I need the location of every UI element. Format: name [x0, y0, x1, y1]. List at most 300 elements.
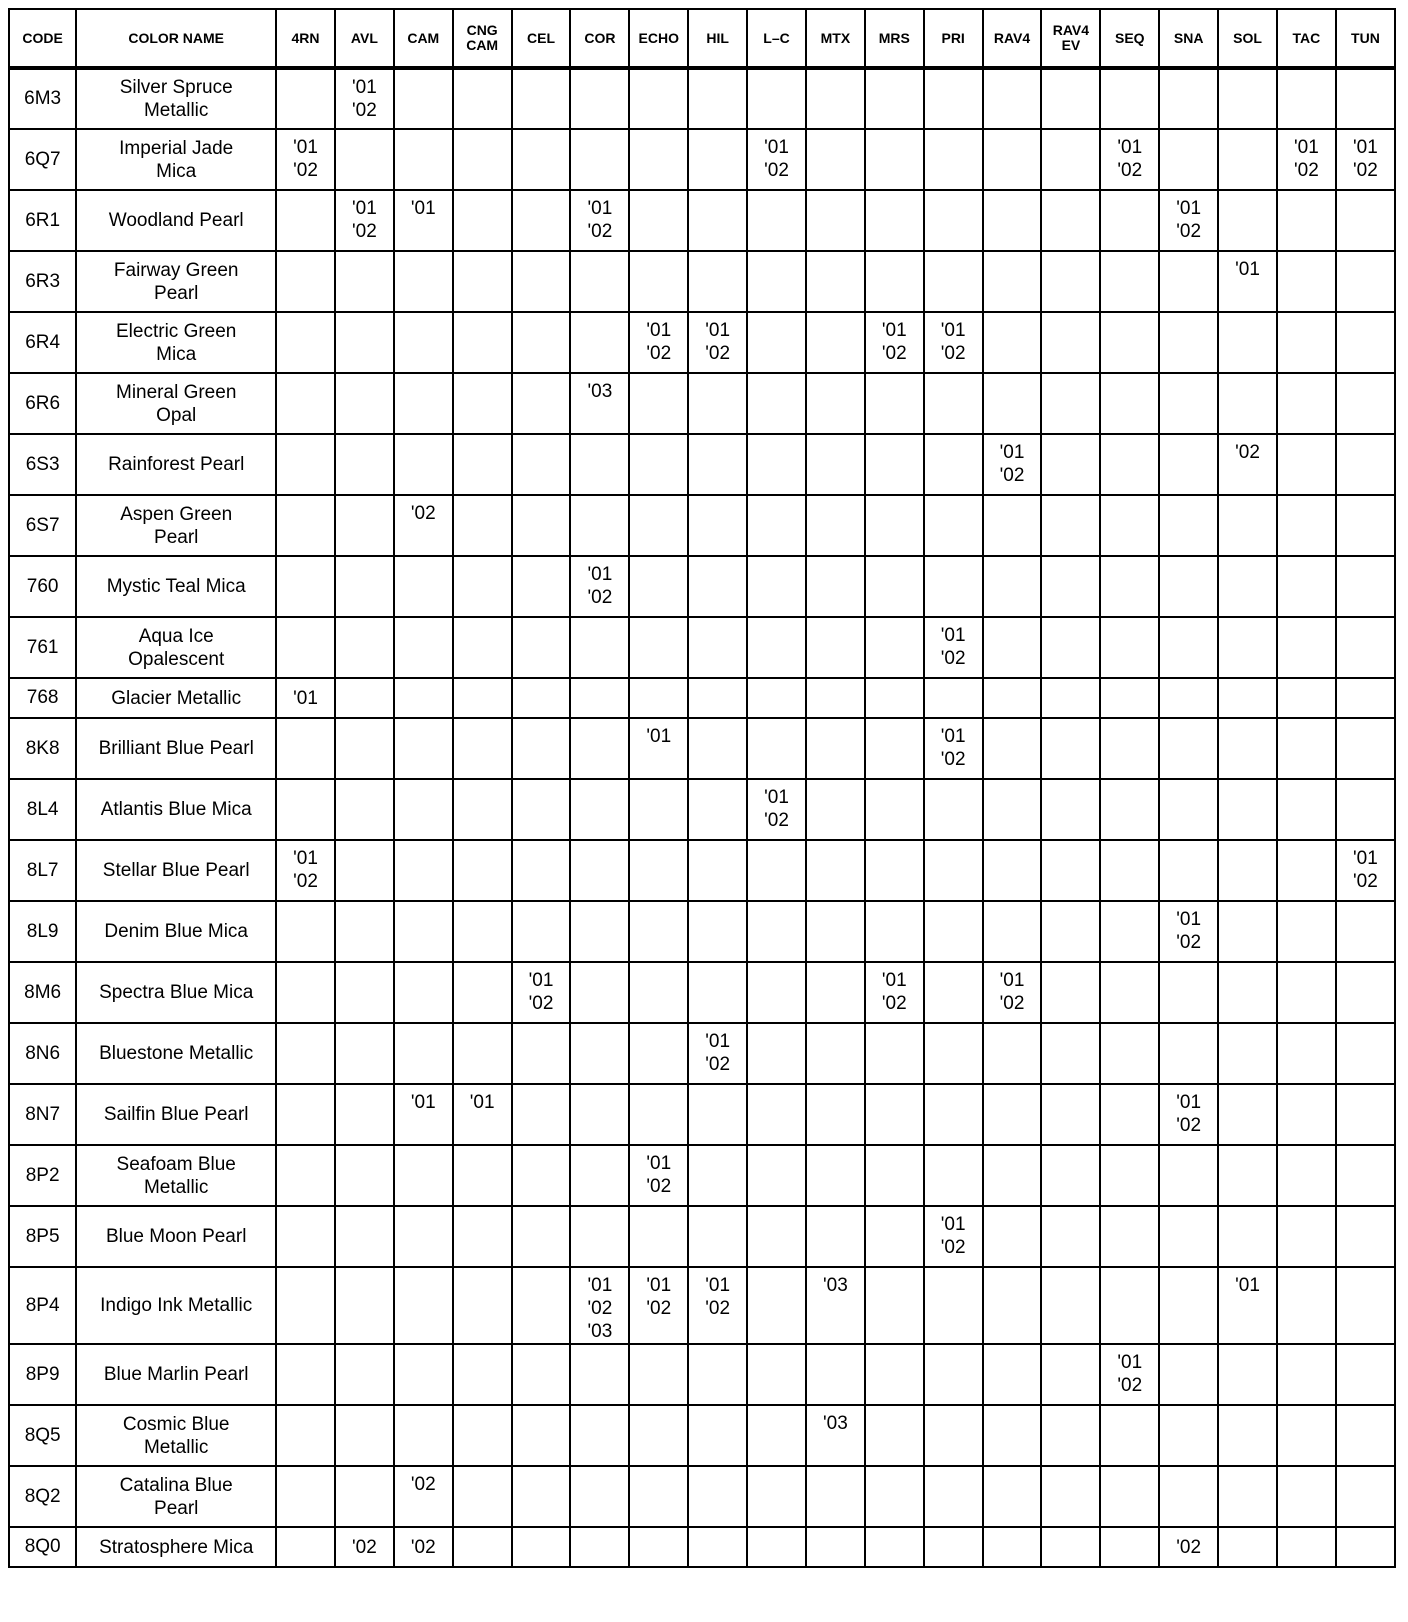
model-year-cell — [1159, 434, 1218, 495]
model-year-cell — [983, 840, 1042, 901]
table-row — [9, 373, 1395, 434]
model-year-cell — [335, 617, 394, 678]
color-name-cell: Bluestone Metallic — [76, 1023, 276, 1084]
column-header-model: SNA — [1159, 9, 1218, 68]
model-year-cell — [747, 434, 806, 495]
model-year-cell — [983, 1466, 1042, 1527]
model-year-cell — [453, 373, 512, 434]
model-year-cell — [983, 251, 1042, 312]
model-year-cell — [1218, 1466, 1277, 1527]
column-header-model: CAM — [394, 9, 453, 68]
model-year-cell — [983, 495, 1042, 556]
color-code-cell: 6S3 — [9, 434, 76, 495]
model-year-cell — [512, 129, 571, 190]
model-year-cell — [1041, 962, 1100, 1023]
model-year-cell — [865, 1405, 924, 1466]
model-year-cell — [629, 495, 688, 556]
model-year-cell — [1100, 1405, 1159, 1466]
model-year-cell — [1041, 1206, 1100, 1267]
model-year-cell — [1336, 1405, 1395, 1466]
model-year-cell — [335, 1023, 394, 1084]
column-header-model: RAV4 EV — [1041, 9, 1100, 68]
model-year-cell — [983, 1145, 1042, 1206]
model-year-cell — [924, 779, 983, 840]
model-year-cell — [1277, 68, 1336, 129]
model-year-cell — [1277, 312, 1336, 373]
model-year-cell — [1277, 1405, 1336, 1466]
model-year-cell — [1277, 434, 1336, 495]
model-year-cell — [453, 1206, 512, 1267]
model-year-cell — [1100, 1267, 1159, 1344]
model-year-cell — [453, 556, 512, 617]
model-year-cell — [1277, 718, 1336, 779]
column-header-model: MTX — [806, 9, 865, 68]
model-year-cell — [512, 1466, 571, 1527]
model-year-cell — [335, 718, 394, 779]
model-year-cell: '01 '02 — [570, 190, 629, 251]
color-name-cell: Aqua Ice Opalescent — [76, 617, 276, 678]
model-year-cell — [1159, 1405, 1218, 1466]
model-year-cell: '01 — [453, 1084, 512, 1145]
model-year-cell — [1218, 68, 1277, 129]
color-name-cell: Denim Blue Mica — [76, 901, 276, 962]
model-year-cell — [276, 901, 335, 962]
model-year-cell — [983, 617, 1042, 678]
model-year-cell — [394, 1405, 453, 1466]
model-year-cell — [1277, 1023, 1336, 1084]
model-year-cell: '03 — [806, 1267, 865, 1344]
model-year-cell — [629, 617, 688, 678]
table-row — [9, 901, 1395, 962]
model-year-cell — [570, 678, 629, 718]
model-year-cell — [865, 678, 924, 718]
model-year-cell — [570, 251, 629, 312]
model-year-cell — [688, 840, 747, 901]
color-name-cell: Brilliant Blue Pearl — [76, 718, 276, 779]
model-year-cell — [1218, 1023, 1277, 1084]
color-code-cell: 8P9 — [9, 1344, 76, 1405]
model-year-cell — [453, 1023, 512, 1084]
column-header-model: AVL — [335, 9, 394, 68]
color-name-cell: Imperial Jade Mica — [76, 129, 276, 190]
column-header-model: TUN — [1336, 9, 1395, 68]
model-year-cell — [453, 1145, 512, 1206]
model-year-cell — [924, 495, 983, 556]
model-year-cell — [865, 1466, 924, 1527]
model-year-cell — [806, 312, 865, 373]
model-year-cell — [1336, 312, 1395, 373]
model-year-cell — [394, 678, 453, 718]
model-year-cell — [570, 1084, 629, 1145]
model-year-cell — [394, 1206, 453, 1267]
model-year-cell: '01 — [394, 190, 453, 251]
model-year-cell — [453, 129, 512, 190]
table-row — [9, 1527, 1395, 1567]
model-year-cell — [453, 1466, 512, 1527]
column-header-model: PRI — [924, 9, 983, 68]
model-year-cell — [512, 1145, 571, 1206]
model-year-cell — [335, 1405, 394, 1466]
model-year-cell — [629, 129, 688, 190]
model-year-cell — [570, 1466, 629, 1527]
model-year-cell — [747, 312, 806, 373]
model-year-cell — [747, 678, 806, 718]
model-year-cell — [629, 962, 688, 1023]
table-row — [9, 312, 1395, 373]
color-code-cell: 8N7 — [9, 1084, 76, 1145]
model-year-cell — [1336, 617, 1395, 678]
table-row — [9, 495, 1395, 556]
model-year-cell — [1041, 901, 1100, 962]
model-year-cell — [983, 1206, 1042, 1267]
model-year-cell — [276, 1084, 335, 1145]
model-year-cell — [806, 373, 865, 434]
model-year-cell — [1336, 68, 1395, 129]
column-header-model: SEQ — [1100, 9, 1159, 68]
model-year-cell — [865, 718, 924, 779]
color-code-cell: 8Q2 — [9, 1466, 76, 1527]
color-name-cell: Fairway Green Pearl — [76, 251, 276, 312]
model-year-cell: '01 '02 — [276, 840, 335, 901]
model-year-cell — [570, 779, 629, 840]
model-year-cell — [1159, 1145, 1218, 1206]
model-year-cell — [924, 962, 983, 1023]
model-year-cell — [394, 1267, 453, 1344]
model-year-cell — [1041, 1145, 1100, 1206]
model-year-cell — [570, 1344, 629, 1405]
model-year-cell — [1041, 190, 1100, 251]
model-year-cell — [688, 251, 747, 312]
model-year-cell — [276, 1206, 335, 1267]
column-header-model: SOL — [1218, 9, 1277, 68]
model-year-cell — [924, 678, 983, 718]
column-header-model: MRS — [865, 9, 924, 68]
model-year-cell: '02 — [335, 1527, 394, 1567]
model-year-cell — [394, 68, 453, 129]
model-year-cell — [1041, 129, 1100, 190]
model-year-cell — [512, 68, 571, 129]
model-year-cell — [1218, 840, 1277, 901]
model-year-cell — [1041, 1527, 1100, 1567]
model-year-cell — [1100, 718, 1159, 779]
model-year-cell — [688, 617, 747, 678]
table-row — [9, 1145, 1395, 1206]
model-year-cell — [1336, 495, 1395, 556]
model-year-cell — [394, 251, 453, 312]
color-code-cell: 8M6 — [9, 962, 76, 1023]
model-year-cell — [394, 1344, 453, 1405]
model-year-cell — [1277, 251, 1336, 312]
color-chart-sheet — [8, 8, 1396, 1612]
model-year-cell: '01 '02 — [1277, 129, 1336, 190]
model-year-cell — [924, 901, 983, 962]
model-year-cell — [1100, 840, 1159, 901]
model-year-cell — [806, 556, 865, 617]
model-year-cell — [629, 1466, 688, 1527]
model-year-cell — [1218, 901, 1277, 962]
model-year-cell — [629, 1344, 688, 1405]
model-year-cell — [1100, 434, 1159, 495]
model-year-cell — [453, 1344, 512, 1405]
model-year-cell — [512, 495, 571, 556]
column-header-color-name: COLOR NAME — [76, 9, 276, 68]
model-year-cell — [276, 1145, 335, 1206]
color-code-cell: 6R1 — [9, 190, 76, 251]
model-year-cell: '01 '02 — [1336, 840, 1395, 901]
model-year-cell — [1277, 1267, 1336, 1344]
table-row — [9, 962, 1395, 1023]
model-year-cell — [512, 1084, 571, 1145]
color-code-cell: 8P4 — [9, 1267, 76, 1344]
model-year-cell — [865, 556, 924, 617]
color-code-cell: 8P5 — [9, 1206, 76, 1267]
table-row — [9, 779, 1395, 840]
model-year-cell — [1041, 556, 1100, 617]
color-code-cell: 8Q5 — [9, 1405, 76, 1466]
model-year-cell — [1159, 1267, 1218, 1344]
model-year-cell — [335, 251, 394, 312]
model-year-cell — [1277, 678, 1336, 718]
model-year-cell — [1100, 251, 1159, 312]
model-year-cell: '01 '02 — [924, 718, 983, 779]
model-year-cell — [1159, 1023, 1218, 1084]
model-year-cell — [276, 1023, 335, 1084]
model-year-cell — [629, 840, 688, 901]
color-name-cell: Atlantis Blue Mica — [76, 779, 276, 840]
model-year-cell — [1336, 251, 1395, 312]
model-year-cell — [394, 617, 453, 678]
color-code-cell: 8L9 — [9, 901, 76, 962]
column-header-model: CNG CAM — [453, 9, 512, 68]
color-code-cell: 8K8 — [9, 718, 76, 779]
model-year-cell — [335, 434, 394, 495]
column-header-model: ECHO — [629, 9, 688, 68]
model-year-cell — [1041, 840, 1100, 901]
model-year-cell — [453, 718, 512, 779]
model-year-cell — [1277, 556, 1336, 617]
table-row — [9, 556, 1395, 617]
model-year-cell — [747, 718, 806, 779]
model-year-cell — [1277, 1344, 1336, 1405]
model-year-cell: '01 '02 — [688, 1267, 747, 1344]
model-year-cell — [747, 68, 806, 129]
model-year-cell — [865, 373, 924, 434]
color-name-cell: Blue Moon Pearl — [76, 1206, 276, 1267]
model-year-cell: '01 '02 — [924, 1206, 983, 1267]
color-code-cell: 8L4 — [9, 779, 76, 840]
model-year-cell: '01 '02 — [747, 779, 806, 840]
model-year-cell — [983, 718, 1042, 779]
color-name-cell: Blue Marlin Pearl — [76, 1344, 276, 1405]
model-year-cell — [747, 1466, 806, 1527]
column-header-model: TAC — [1277, 9, 1336, 68]
model-year-cell — [1277, 1466, 1336, 1527]
model-year-cell — [570, 718, 629, 779]
model-year-cell — [276, 68, 335, 129]
model-year-cell — [1100, 1206, 1159, 1267]
model-year-cell: '01 '02 — [1100, 129, 1159, 190]
model-year-cell — [453, 68, 512, 129]
model-year-cell: '01 '02 — [865, 312, 924, 373]
model-year-cell — [983, 190, 1042, 251]
model-year-cell — [570, 840, 629, 901]
column-header-model: RAV4 — [983, 9, 1042, 68]
model-year-cell — [570, 129, 629, 190]
model-year-cell — [865, 617, 924, 678]
model-year-cell — [924, 190, 983, 251]
header-row — [9, 9, 1395, 68]
model-year-cell — [512, 617, 571, 678]
model-year-cell — [570, 1206, 629, 1267]
table-row — [9, 617, 1395, 678]
model-year-cell — [688, 1084, 747, 1145]
model-year-cell — [394, 312, 453, 373]
model-year-cell — [1336, 1206, 1395, 1267]
model-year-cell — [806, 1344, 865, 1405]
table-row — [9, 129, 1395, 190]
color-name-cell: Catalina Blue Pearl — [76, 1466, 276, 1527]
model-year-cell — [865, 1344, 924, 1405]
model-year-cell — [924, 1466, 983, 1527]
model-year-cell — [747, 840, 806, 901]
model-year-cell — [688, 373, 747, 434]
color-name-cell: Stratosphere Mica — [76, 1527, 276, 1567]
model-year-cell — [865, 779, 924, 840]
model-year-cell — [1041, 68, 1100, 129]
model-year-cell — [1336, 373, 1395, 434]
model-year-cell — [276, 312, 335, 373]
model-year-cell — [276, 1405, 335, 1466]
model-year-cell: '01 '02 — [924, 312, 983, 373]
model-year-cell — [394, 434, 453, 495]
model-year-cell: '01 '02 — [1159, 190, 1218, 251]
model-year-cell — [865, 190, 924, 251]
model-year-cell — [806, 68, 865, 129]
color-name-cell: Cosmic Blue Metallic — [76, 1405, 276, 1466]
model-year-cell: '01 '02 — [629, 312, 688, 373]
model-year-cell — [1336, 901, 1395, 962]
model-year-cell — [1336, 1267, 1395, 1344]
model-year-cell — [1218, 312, 1277, 373]
model-year-cell — [276, 373, 335, 434]
color-name-cell: Silver Spruce Metallic — [76, 68, 276, 129]
model-year-cell: '01 '02 '03 — [570, 1267, 629, 1344]
color-code-cell: 8Q0 — [9, 1527, 76, 1567]
model-year-cell — [806, 1145, 865, 1206]
model-year-cell: '01 '02 — [983, 434, 1042, 495]
model-year-cell — [865, 251, 924, 312]
column-header-model: CEL — [512, 9, 571, 68]
model-year-cell — [512, 1206, 571, 1267]
model-year-cell — [806, 251, 865, 312]
model-year-cell: '01 — [394, 1084, 453, 1145]
model-year-cell — [924, 1267, 983, 1344]
model-year-cell: '01 '02 — [688, 1023, 747, 1084]
model-year-cell — [1277, 962, 1336, 1023]
model-year-cell — [394, 718, 453, 779]
model-year-cell — [1041, 617, 1100, 678]
model-year-cell — [688, 1527, 747, 1567]
model-year-cell — [1218, 1206, 1277, 1267]
model-year-cell — [629, 1084, 688, 1145]
model-year-cell — [806, 190, 865, 251]
model-year-cell — [1159, 840, 1218, 901]
model-year-cell — [512, 556, 571, 617]
model-year-cell — [1218, 779, 1277, 840]
model-year-cell — [747, 1084, 806, 1145]
color-name-cell: Spectra Blue Mica — [76, 962, 276, 1023]
model-year-cell — [747, 962, 806, 1023]
model-year-cell — [453, 901, 512, 962]
model-year-cell — [865, 1084, 924, 1145]
model-year-cell — [453, 1267, 512, 1344]
color-code-cell: 8L7 — [9, 840, 76, 901]
model-year-cell — [1041, 1267, 1100, 1344]
color-name-cell: Sailfin Blue Pearl — [76, 1084, 276, 1145]
color-name-cell: Aspen Green Pearl — [76, 495, 276, 556]
model-year-cell — [276, 718, 335, 779]
model-year-cell — [1041, 434, 1100, 495]
model-year-cell — [806, 678, 865, 718]
color-code-cell: 768 — [9, 678, 76, 718]
model-year-cell — [1041, 779, 1100, 840]
model-year-cell — [924, 373, 983, 434]
table-row — [9, 251, 1395, 312]
model-year-cell — [453, 617, 512, 678]
model-year-cell — [865, 901, 924, 962]
model-year-cell — [1336, 718, 1395, 779]
model-year-cell — [394, 779, 453, 840]
model-year-cell — [924, 840, 983, 901]
model-year-cell — [865, 1527, 924, 1567]
model-year-cell — [865, 495, 924, 556]
model-year-cell — [865, 68, 924, 129]
color-code-cell: 6S7 — [9, 495, 76, 556]
table-row — [9, 190, 1395, 251]
model-year-cell — [629, 901, 688, 962]
model-year-cell — [1336, 1023, 1395, 1084]
model-year-cell — [570, 1527, 629, 1567]
color-code-cell: 8N6 — [9, 1023, 76, 1084]
column-header-model: COR — [570, 9, 629, 68]
model-year-cell — [1159, 678, 1218, 718]
model-year-cell — [924, 556, 983, 617]
table-row — [9, 68, 1395, 129]
color-code-cell: 6R3 — [9, 251, 76, 312]
model-year-cell — [1336, 1145, 1395, 1206]
model-year-cell — [688, 678, 747, 718]
model-year-cell — [453, 495, 512, 556]
model-year-cell — [806, 617, 865, 678]
model-year-cell — [1218, 556, 1277, 617]
model-year-cell — [983, 901, 1042, 962]
color-name-cell: Woodland Pearl — [76, 190, 276, 251]
model-year-cell — [806, 779, 865, 840]
model-year-cell — [1218, 962, 1277, 1023]
model-year-cell — [1277, 1145, 1336, 1206]
column-header-code: CODE — [9, 9, 76, 68]
model-year-cell — [924, 1145, 983, 1206]
model-year-cell — [688, 1405, 747, 1466]
model-year-cell — [629, 1023, 688, 1084]
model-year-cell — [806, 962, 865, 1023]
model-year-cell — [688, 556, 747, 617]
model-year-cell — [453, 312, 512, 373]
color-name-cell: Stellar Blue Pearl — [76, 840, 276, 901]
model-year-cell: '01 — [276, 678, 335, 718]
model-year-cell — [806, 718, 865, 779]
model-year-cell — [276, 1267, 335, 1344]
